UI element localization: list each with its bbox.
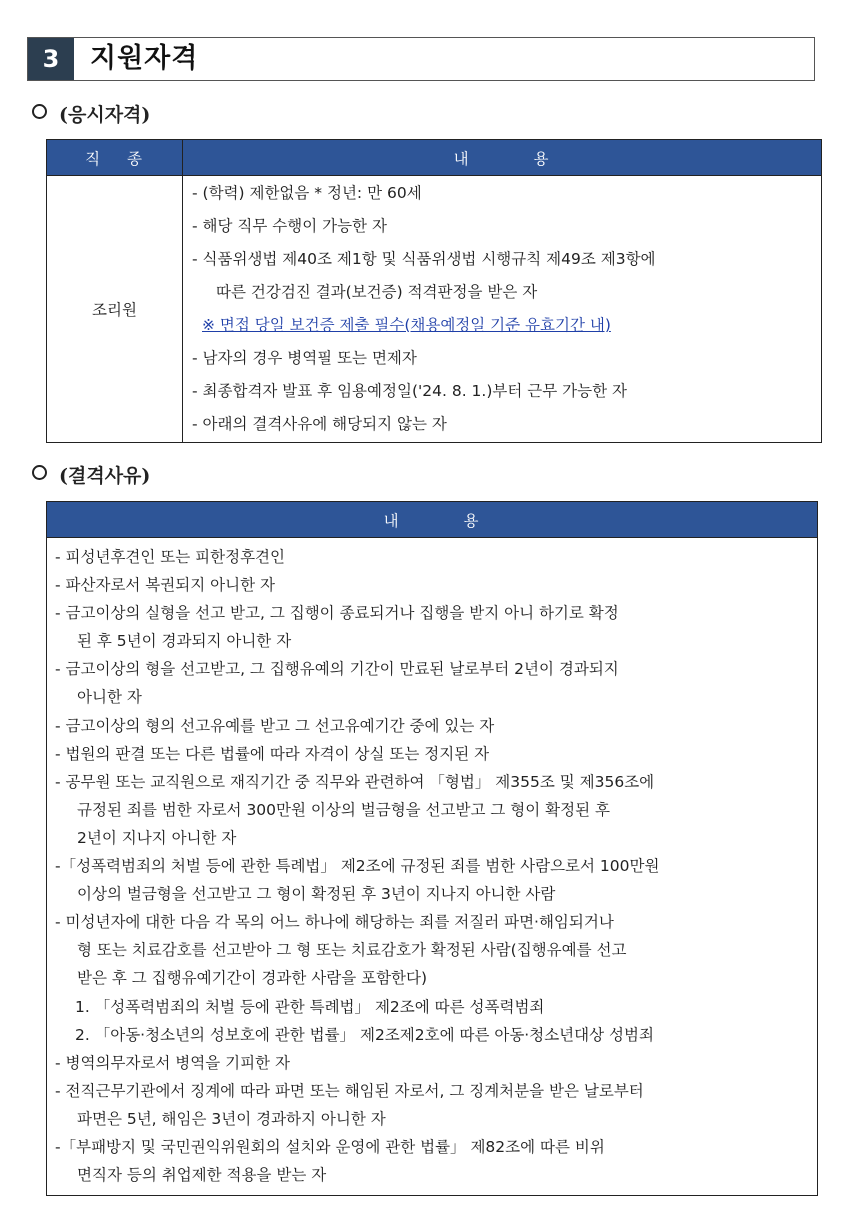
qualification-line: - 최종합격자 발표 후 임용예정일('24. 8. 1.)부터 근무 가능한 자 <box>192 382 627 400</box>
disqualification-line: 받은 후 그 집행유예기간이 경과한 사람을 포함한다) <box>77 969 428 988</box>
qualifications-heading-text: (응시자격) <box>59 104 151 126</box>
disqualifications-content-cell <box>47 538 818 1196</box>
disqualification-line: - 공무원 또는 교직원으로 재직기간 중 직무와 관련하여 「형법」 제355조 및 제356조에 <box>55 772 655 791</box>
qualifications-table <box>46 139 822 443</box>
qualification-line: 따른 건강검진 결과(보건증) 적격판정을 받은 자 <box>216 283 538 301</box>
disqualification-subitem: 1. 「성폭력범죄의 처벌 등에 관한 특례법」 제2조에 따른 성폭력범죄 <box>75 997 545 1016</box>
job-title-cell: 조리원 <box>47 176 183 443</box>
disqualification-line: 형 또는 치료감호를 선고받아 그 형 또는 치료감호가 확정된 사람(집행유예를 선고 <box>77 941 627 960</box>
disqualification-line: - 파산자로서 복권되지 아니한 자 <box>55 576 275 595</box>
column-header-content: 내 용 <box>47 502 818 538</box>
qualifications-content-cell <box>183 176 822 443</box>
disqualification-line: - 피성년후견인 또는 피한정후견인 <box>55 548 285 566</box>
disqualification-line: - 금고이상의 형의 선고유예를 받고 그 선고유예기간 중에 있는 자 <box>55 716 495 735</box>
disqualification-line: 2년이 지나지 아니한 자 <box>77 828 237 847</box>
circle-bullet-icon <box>32 465 47 480</box>
section-title: 지원자격 <box>90 43 199 74</box>
disqualifications-heading-text: (결격사유) <box>59 465 151 487</box>
disqualification-line: 이상의 벌금형을 선고받고 그 형이 확정된 후 3년이 지나지 아니한 사람 <box>77 885 556 904</box>
disqualification-line: 규정된 죄를 범한 자로서 300만원 이상의 벌금형을 선고받고 그 형이 확정된 후 <box>77 800 610 819</box>
disqualification-line: - 미성년자에 대한 다음 각 목의 어느 하나에 해당하는 죄를 저질러 파면·해임되거나 <box>55 913 614 932</box>
disqualification-line: - 법원의 판결 또는 다른 법률에 따라 자격이 상실 또는 정지된 자 <box>55 744 490 763</box>
health-certificate-note: ※ 면접 당일 보건증 제출 필수(채용예정일 기준 유효기간 내) <box>202 316 611 334</box>
circle-bullet-icon <box>32 104 47 119</box>
section-header <box>27 37 815 81</box>
disqualification-line: 파면은 5년, 해임은 3년이 경과하지 아니한 자 <box>77 1109 386 1128</box>
disqualification-line: 면직자 등의 취업제한 적용을 받는 자 <box>77 1166 327 1185</box>
qualification-line: - 아래의 결격사유에 해당되지 않는 자 <box>192 415 447 433</box>
disqualification-line: 된 후 5년이 경과되지 아니한 자 <box>77 632 292 651</box>
qualification-line: - (학력) 제한없음 * 정년: 만 60세 <box>192 184 422 202</box>
disqualification-line: - 전직근무기관에서 징계에 따라 파면 또는 해임된 자로서, 그 징계처분을 받은 날로부터 <box>55 1081 644 1100</box>
qualification-line: - 해당 직무 수행이 가능한 자 <box>192 217 387 235</box>
column-header-content: 내 용 <box>183 140 822 176</box>
disqualification-line: -「성폭력범죄의 처벌 등에 관한 특례법」 제2조에 규정된 죄를 범한 사람으로서 100만원 <box>55 857 660 876</box>
section-number: 3 <box>28 38 74 80</box>
disqualification-line: - 병역의무자로서 병역을 기피한 자 <box>55 1053 290 1072</box>
qualification-line: - 식품위생법 제40조 제1항 및 식품위생법 시행규칙 제49조 제3항에 <box>192 250 656 268</box>
disqualification-line: - 금고이상의 형을 선고받고, 그 집행유예의 기간이 만료된 날로부터 2년이 경과되지 <box>55 660 619 679</box>
disqualification-line: - 금고이상의 실형을 선고 받고, 그 집행이 종료되거나 집행을 받지 아니 하기로 확정 <box>55 604 619 623</box>
disqualifications-heading <box>32 461 150 488</box>
qualifications-heading <box>32 100 150 127</box>
disqualification-line: -「부패방지 및 국민권익위원회의 설치와 운영에 관한 법률」 제82조에 따른 비위 <box>55 1137 605 1156</box>
column-header-job: 직 종 <box>47 140 183 176</box>
disqualification-line: 아니한 자 <box>77 688 142 707</box>
disqualifications-table <box>46 501 818 1196</box>
disqualification-subitem: 2. 「아동·청소년의 성보호에 관한 법률」 제2조제2호에 따른 아동·청소년대상 성범죄 <box>75 1025 654 1044</box>
qualification-line: - 남자의 경우 병역필 또는 면제자 <box>192 349 417 367</box>
